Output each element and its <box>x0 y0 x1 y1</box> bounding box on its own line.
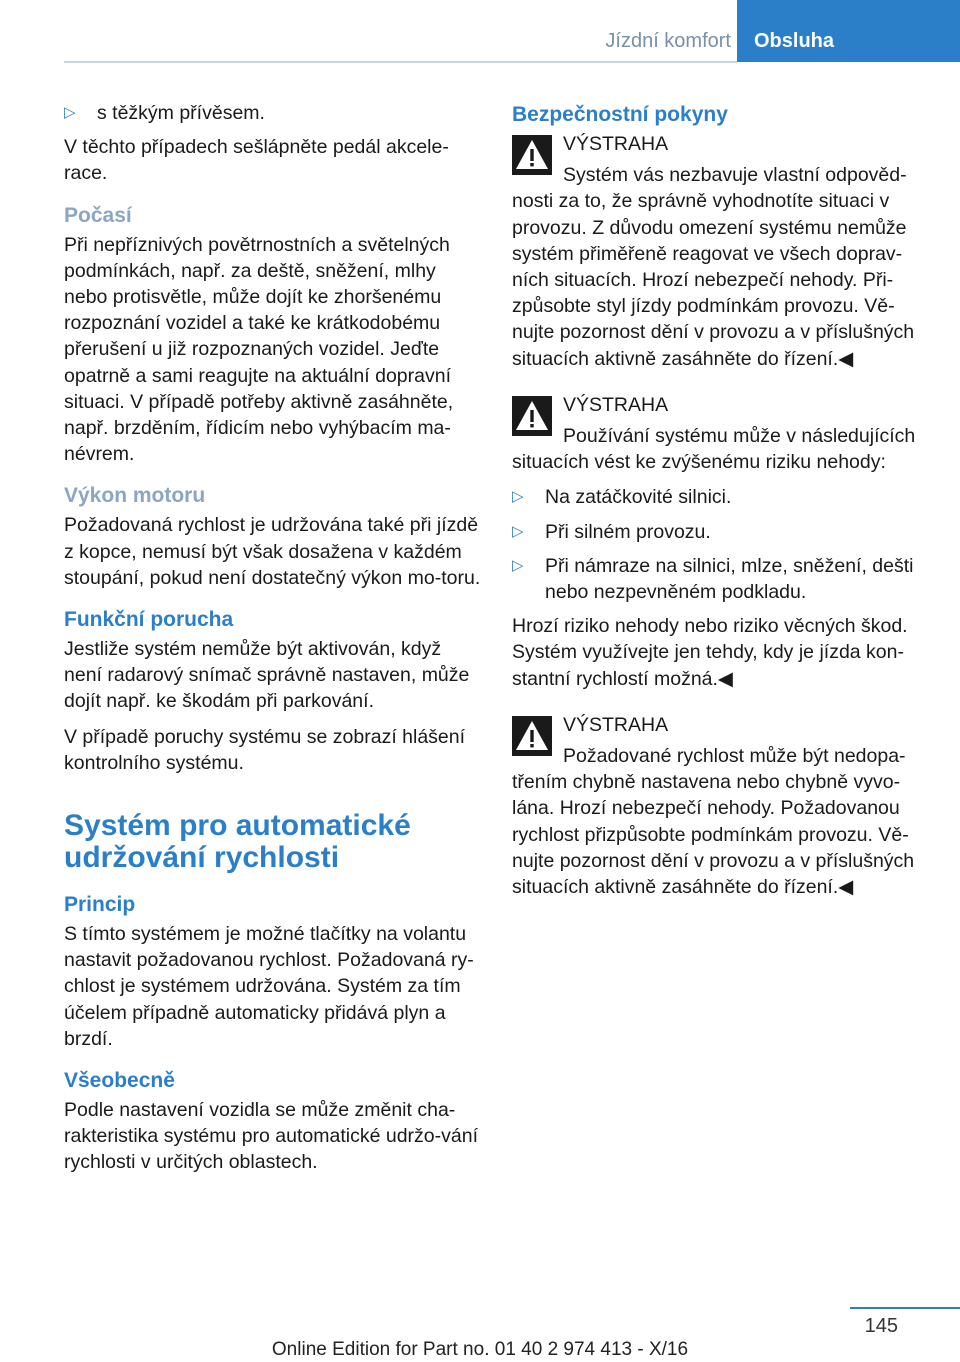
bullet-triangle-icon: ▷ <box>512 522 524 540</box>
warning-block-1 <box>512 131 924 372</box>
footer-rule <box>850 1307 960 1309</box>
paragraph-principle: S tímto systémem je možné tlačítky na volantu nastavit požadovanou rychlost. Požadovaná ry-chlost je systémem udržována. Systém za tím účelem případně automaticky přidává plyn a brzdí. <box>64 923 474 1050</box>
heading-principle: Princip <box>64 893 136 917</box>
warning-label: VÝSTRAHA <box>563 713 669 736</box>
warning-text: Systém vás nezbavuje vlastní odpověd-nosti za to, že správně vyhodnotíte situaci v provozu. Z důvodu omezení systému nemůže systém přiměřeně reagovat ve všech doprav-ních situacích. Hrozí nebezpečí nehody. Při-způsobte styl jízdy podmínkám provozu. Vě-nujte pozornost dění v provozu a v příslušných situacích aktivně zasáhněte do řízení.◀ <box>512 164 915 370</box>
list-item: ▷ s těžkým přívěsem. <box>64 100 482 126</box>
heading-malfunction: Funkční porucha <box>64 608 234 632</box>
warning-text: Používání systému může v následujících situacích vést ke zvýšenému riziku nehody: <box>512 425 916 474</box>
paragraph-accelerate: V těchto případech sešlápněte pedál akcele-race. <box>64 136 449 185</box>
heading-general: Všeobecně <box>64 1069 175 1093</box>
warning-text-after: Hrozí riziko nehody nebo riziko věcných škod. Systém využívejte jen tehdy, kdy je jízda kon-stantní rychlostí možná.◀ <box>512 615 908 690</box>
heading-weather: Počasí <box>64 203 132 227</box>
page-number: 145 <box>864 1315 898 1337</box>
warning-triangle-icon <box>512 396 552 436</box>
page-header <box>0 0 960 62</box>
bullet-triangle-icon: ▷ <box>64 104 76 121</box>
warning-label: VÝSTRAHA <box>563 393 669 416</box>
paragraph-malfunction-2: V případě poruchy systému se zobrazí hlášení kontrolního systému. <box>64 725 466 774</box>
heading-safety: Bezpečnostní pokyny <box>512 103 728 126</box>
warning-block-2 <box>512 392 924 692</box>
list-item: ▷ Při námraze na silnici, mlze, sněžení, dešti nebo nezpevněném podkladu. <box>512 554 914 604</box>
right-column <box>512 100 924 920</box>
bullet-triangle-icon: ▷ <box>512 556 524 574</box>
heading-engine-power: Výkon motoru <box>64 484 206 508</box>
warning-triangle-icon <box>512 716 552 756</box>
header-rule <box>64 61 737 63</box>
bullet-triangle-icon: ▷ <box>512 488 524 506</box>
left-column <box>64 100 482 1185</box>
paragraph-general: Podle nastavení vozidla se může změnit cha-rakteristika systému pro automatické udržo-vání rychlosti v určitých oblastech. <box>64 1099 478 1174</box>
warning-block-3 <box>512 712 924 900</box>
paragraph-engine-power: Požadovaná rychlost je udržována také při jízdě z kopce, nemusí být však dosažena v každém stoupání, pokud není dostatečný výkon mo-toru. <box>64 514 481 589</box>
paragraph-weather: Při nepříznivých povětrnostních a světelných podmínkách, např. za deště, sněžení, mlhy nebo protisvětle, může dojít ke zhoršenému rozpoznání vozidel a také ke krátkodobému přerušení u již rozpoznaných vozidel. Jeďte opatrně a sami reagujte na aktuální dopravní situaci. V případě potřeby aktivně zasáhněte, např. brzděním, řídicím nebo vyhýbacím ma-névrem. <box>64 233 454 466</box>
paragraph-malfunction-1: Jestliže systém nemůže být aktivován, když není radarový snímač správně nastaven, může dojít např. ke škodám při parkování. <box>64 638 470 713</box>
footer-edition: Online Edition for Part no. 01 40 2 974 413 - X/16 <box>271 1339 689 1360</box>
section-title-cruise-control: Systém pro automatické udržování rychlosti <box>64 809 411 875</box>
warning-label: VÝSTRAHA <box>563 133 669 155</box>
warning-text: Požadované rychlost může být nedopa-třením chybně nastavena nebo chybně vyvo-lána. Hrozí nebezpečí nehody. Požadovanou rychlost přizpůsobte podmínkám provozu. Vě-nujte pozornost dění v provozu a v příslušných situacích aktivně zasáhněte do řízení.◀ <box>512 745 915 899</box>
header-section-title: Jízdní komfort <box>605 30 731 52</box>
list-item: ▷ Na zatáčkovité silnici. <box>512 484 924 510</box>
list-item: ▷ Při silném provozu. <box>512 519 924 545</box>
header-chapter-tab: Obsluha <box>737 0 960 62</box>
warning-triangle-icon <box>512 135 552 175</box>
